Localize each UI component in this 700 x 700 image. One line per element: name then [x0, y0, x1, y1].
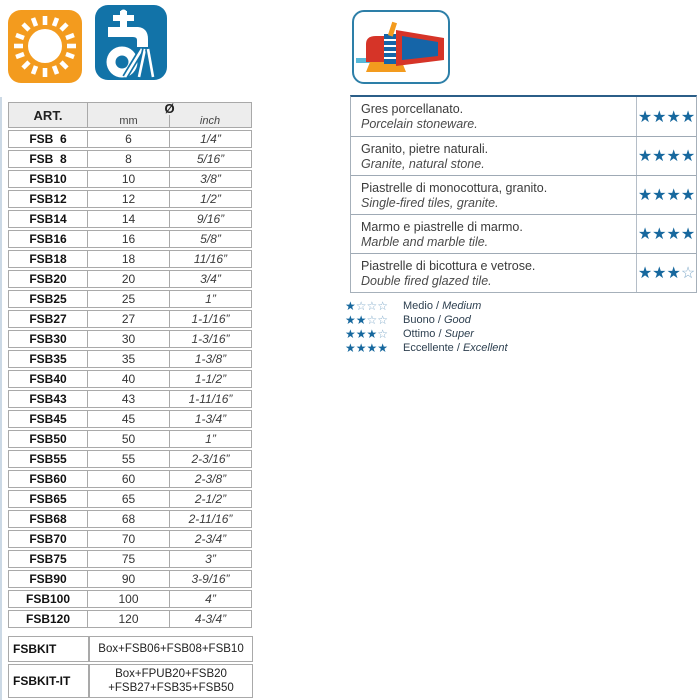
material-labels — [351, 176, 636, 214]
kit-contents-cell — [89, 664, 253, 698]
size-table-row — [8, 510, 252, 528]
inch-cell: 3/8” — [170, 170, 252, 188]
art-cell: FSB70 — [8, 530, 88, 548]
art-cell: FSB40 — [8, 370, 88, 388]
stars-outline: ☆☆ — [366, 312, 389, 327]
art-cell: FSB100 — [8, 590, 88, 608]
material-name-italian: Granito, pietre naturali. — [361, 141, 489, 156]
kit-name-cell: FSBKIT — [8, 636, 89, 662]
art-cell: FSB120 — [8, 610, 88, 628]
mm-cell: 14 — [88, 210, 170, 228]
inch-cell: 2-3/16” — [170, 450, 252, 468]
polisher-tool-icon — [352, 10, 450, 84]
size-table-row — [8, 530, 252, 548]
legend-label-italian: Medio — [403, 299, 433, 312]
stars-outline: ☆ — [377, 326, 389, 341]
size-table — [8, 100, 252, 630]
size-table-header-art: ART. — [8, 102, 88, 128]
material-star-rating — [636, 176, 696, 214]
kit-contents-line: Box+FSB06+FSB08+FSB10 — [98, 643, 244, 655]
art-cell: FSB55 — [8, 450, 88, 468]
art-cell: FSB14 — [8, 210, 88, 228]
art-cell: FSB90 — [8, 570, 88, 588]
legend-row — [345, 327, 508, 340]
stars-filled: ★★★★ — [637, 108, 696, 126]
legend-label-english: Medium — [442, 299, 482, 312]
size-table-row — [8, 470, 252, 488]
inch-cell: 1” — [170, 430, 252, 448]
art-cell: FSB 8 — [8, 150, 88, 168]
material-labels — [351, 137, 636, 175]
size-table-row — [8, 410, 252, 428]
stars-outline: ☆ — [680, 265, 696, 282]
legend-row — [345, 313, 508, 326]
size-table-row — [8, 150, 252, 168]
mm-cell: 120 — [88, 610, 170, 628]
legend-label-english: Super — [444, 327, 474, 340]
stars-filled: ★★★★ — [637, 226, 696, 243]
size-table-row — [8, 270, 252, 288]
legend-label-italian: Buono — [403, 313, 435, 326]
art-cell: FSB27 — [8, 310, 88, 328]
material-star-rating — [636, 254, 696, 292]
kit-contents-line: Box+FPUB20+FSB20 — [115, 668, 227, 680]
art-cell: FSB25 — [8, 290, 88, 308]
material-star-rating — [636, 137, 696, 175]
inch-cell: 4-3/4” — [170, 610, 252, 628]
material-name-italian: Marmo e piastrelle di marmo. — [361, 219, 523, 234]
art-cell: FSB43 — [8, 390, 88, 408]
material-name-english: Single-fired tiles, granite. — [361, 195, 499, 210]
kit-table — [8, 634, 253, 700]
size-table-header-inch: inch — [169, 115, 250, 127]
art-cell: FSB20 — [8, 270, 88, 288]
mm-cell: 60 — [88, 470, 170, 488]
inch-cell: 5/16” — [170, 150, 252, 168]
mm-cell: 40 — [88, 370, 170, 388]
inch-cell: 3-9/16” — [170, 570, 252, 588]
inch-cell: 3” — [170, 550, 252, 568]
water-tap-icon-glyph — [95, 5, 167, 80]
stars-outline: ☆☆☆ — [355, 298, 389, 313]
inch-cell: 1-3/16” — [170, 330, 252, 348]
inch-cell: 1-1/16” — [170, 310, 252, 328]
legend-row — [345, 299, 508, 312]
art-cell: FSB68 — [8, 510, 88, 528]
size-table-row — [8, 490, 252, 508]
size-table-row — [8, 590, 252, 608]
art-cell: FSB50 — [8, 430, 88, 448]
material-name-italian: Gres porcellanato. — [361, 102, 464, 116]
stars-filled: ★★★ — [345, 326, 378, 341]
kit-name-cell: FSBKIT-IT — [8, 664, 89, 698]
inch-cell: 1-1/2” — [170, 370, 252, 388]
kit-table-row — [8, 636, 253, 662]
material-row — [351, 136, 696, 175]
inch-cell: 2-11/16” — [170, 510, 252, 528]
inch-cell: 1-11/16” — [170, 390, 252, 408]
inch-cell: 9/16” — [170, 210, 252, 228]
material-star-rating — [636, 215, 696, 253]
inch-cell: 4” — [170, 590, 252, 608]
size-table-row — [8, 290, 252, 308]
inch-cell: 1-3/8” — [170, 350, 252, 368]
mm-cell: 55 — [88, 450, 170, 468]
material-star-rating — [636, 97, 696, 136]
page-edge-line — [0, 97, 2, 700]
inch-cell: 2-3/8” — [170, 470, 252, 488]
material-name-italian: Piastrelle di bicottura e vetrose. — [361, 258, 536, 273]
legend-stars — [345, 328, 397, 340]
water-tap-icon — [95, 5, 167, 80]
size-table-row — [8, 390, 252, 408]
art-cell: FSB35 — [8, 350, 88, 368]
size-table-row — [8, 230, 252, 248]
size-table-row — [8, 370, 252, 388]
polisher-tool-glyph — [354, 12, 448, 82]
size-table-row — [8, 310, 252, 328]
mm-cell: 100 — [88, 590, 170, 608]
material-name-english: Granite, natural stone. — [361, 156, 485, 171]
inch-cell: 3/4” — [170, 270, 252, 288]
stars-filled: ★★★★ — [637, 148, 696, 165]
mm-cell: 90 — [88, 570, 170, 588]
material-labels — [351, 97, 636, 136]
mm-cell: 30 — [88, 330, 170, 348]
size-table-row — [8, 550, 252, 568]
legend-label: Eccellente / Excellent — [403, 341, 508, 354]
inch-cell: 1” — [170, 290, 252, 308]
art-cell: FSB45 — [8, 410, 88, 428]
stars-filled: ★★★★ — [345, 340, 389, 355]
legend-label-italian: Eccellente — [403, 341, 454, 354]
size-table-row — [8, 130, 252, 148]
size-table-row — [8, 450, 252, 468]
size-table-row — [8, 330, 252, 348]
kit-table-row — [8, 664, 253, 698]
legend-stars — [345, 342, 397, 354]
inch-cell: 2-3/4” — [170, 530, 252, 548]
material-name-english: Marble and marble tile. — [361, 234, 489, 249]
diameter-symbol: Ø — [164, 101, 175, 116]
material-row — [351, 253, 696, 292]
size-table-header-diameter — [88, 102, 252, 128]
mm-cell: 70 — [88, 530, 170, 548]
size-table-header-mm: mm — [119, 115, 138, 127]
size-table-row — [8, 170, 252, 188]
mm-cell: 45 — [88, 410, 170, 428]
kit-contents-cell — [89, 636, 253, 662]
legend-label-english: Excellent — [462, 341, 508, 354]
inch-cell: 1/2” — [170, 190, 252, 208]
inch-cell: 11/16” — [170, 250, 252, 268]
size-table-row — [8, 610, 252, 628]
sun-icon — [8, 10, 82, 83]
mm-cell: 25 — [88, 290, 170, 308]
mm-cell: 65 — [88, 490, 170, 508]
material-labels — [351, 215, 636, 253]
material-name-english: Double fired glazed tile. — [361, 273, 492, 288]
mm-cell: 18 — [88, 250, 170, 268]
kit-table-body — [8, 636, 253, 698]
size-table-row — [8, 210, 252, 228]
legend-label-italian: Ottimo — [403, 327, 436, 340]
mm-cell: 10 — [88, 170, 170, 188]
size-table-row — [8, 430, 252, 448]
mm-cell: 12 — [88, 190, 170, 208]
mm-cell: 43 — [88, 390, 170, 408]
stars-filled: ★★★ — [637, 265, 681, 282]
size-table-row — [8, 190, 252, 208]
mm-cell: 68 — [88, 510, 170, 528]
materials-table — [350, 95, 697, 293]
inch-cell: 1-3/4” — [170, 410, 252, 428]
size-table-body — [8, 130, 252, 628]
size-table-row — [8, 350, 252, 368]
material-name-english: Porcelain stoneware. — [361, 117, 478, 131]
stars-filled: ★ — [345, 298, 356, 313]
legend-label: Medio / Medium — [403, 299, 482, 312]
size-table-row — [8, 250, 252, 268]
mm-cell: 6 — [88, 130, 170, 148]
inch-cell: 2-1/2” — [170, 490, 252, 508]
mm-cell: 27 — [88, 310, 170, 328]
legend-stars — [345, 314, 397, 326]
material-name-italian: Piastrelle di monocottura, granito. — [361, 180, 548, 195]
legend-row — [345, 341, 508, 354]
art-cell: FSB10 — [8, 170, 88, 188]
legend-label-english: Good — [443, 313, 471, 326]
material-row — [351, 214, 696, 253]
kit-contents-line: +FSB27+FSB35+FSB50 — [108, 682, 234, 694]
art-cell: FSB 6 — [8, 130, 88, 148]
material-row — [351, 97, 696, 136]
material-row — [351, 175, 696, 214]
mm-cell: 20 — [88, 270, 170, 288]
mm-cell: 35 — [88, 350, 170, 368]
size-table-row — [8, 570, 252, 588]
art-cell: FSB75 — [8, 550, 88, 568]
mm-cell: 8 — [88, 150, 170, 168]
stars-filled: ★★ — [345, 312, 367, 327]
art-cell: FSB12 — [8, 190, 88, 208]
art-cell: FSB16 — [8, 230, 88, 248]
legend-stars — [345, 300, 397, 312]
inch-cell: 1/4” — [170, 130, 252, 148]
stars-filled: ★★★★ — [637, 187, 696, 204]
sun-icon-glyph — [8, 10, 82, 83]
mm-cell: 50 — [88, 430, 170, 448]
mm-cell: 16 — [88, 230, 170, 248]
art-cell: FSB60 — [8, 470, 88, 488]
art-cell: FSB30 — [8, 330, 88, 348]
art-cell: FSB65 — [8, 490, 88, 508]
star-legend — [345, 299, 508, 355]
legend-label: Ottimo / Super — [403, 327, 474, 340]
legend-label: Buono / Good — [403, 313, 471, 326]
material-labels — [351, 254, 636, 292]
mm-cell: 75 — [88, 550, 170, 568]
art-cell: FSB18 — [8, 250, 88, 268]
inch-cell: 5/8” — [170, 230, 252, 248]
